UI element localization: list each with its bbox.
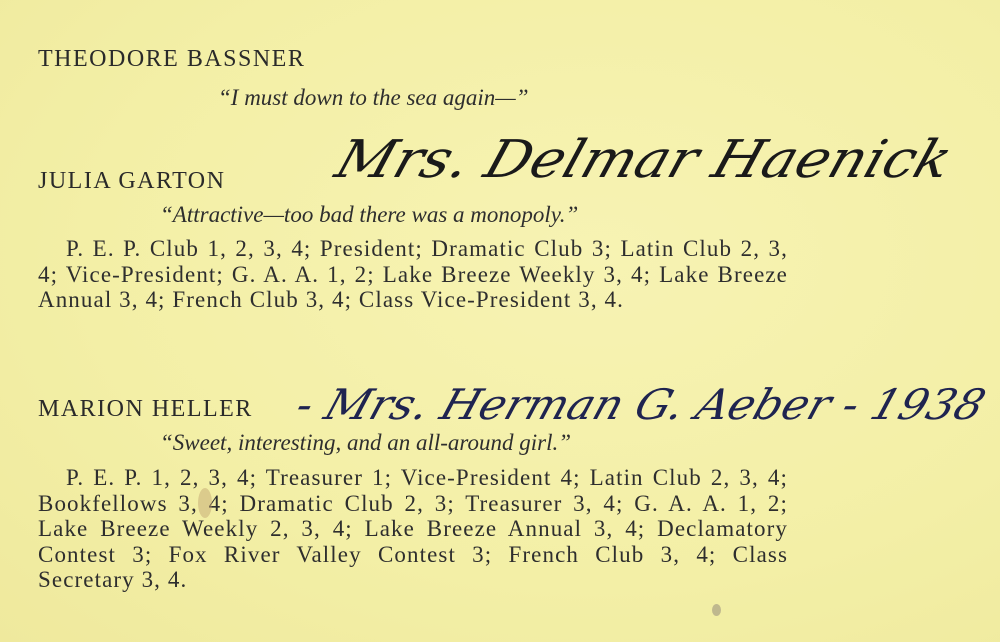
entry-3-name: MARION HELLER xyxy=(38,396,253,422)
paper-spot xyxy=(712,604,721,616)
entry-1-quote: “I must down to the sea again—” xyxy=(218,85,529,110)
entry-2-name: JULIA GARTON xyxy=(38,168,226,194)
entry-3-handwritten-signature: - Mrs. Herman G. Aeber - 1938 xyxy=(290,380,992,429)
entry-2-handwritten-signature: Mrs. Delmar Haenick xyxy=(328,130,960,190)
entry-2-activities: P. E. P. Club 1, 2, 3, 4; President; Dramatic Club 3; Latin Club 2, 3, 4; Vice-President; G. A. A. 1, 2; Lake Breeze Weekly 3, 4; Lake Breeze Annual 3, 4; French Club 3, 4; Class Vice-President 3, 4. xyxy=(38,236,788,312)
entry-3-quote: “Sweet, interesting, and an all-around girl.” xyxy=(160,430,572,455)
entry-2-quote: “Attractive—too bad there was a monopoly.” xyxy=(160,202,579,227)
entry-1-name: THEODORE BASSNER xyxy=(38,46,306,72)
entry-3-activities: P. E. P. 1, 2, 3, 4; Treasurer 1; Vice-President 4; Latin Club 2, 3, 4; Bookfellows 3, 4; Dramatic Club 2, 3; Treasurer 3, 4; G. A. A. 1, 2; Lake Breeze Weekly 2, 3, 4; Lake Breeze Annual 3, 4; Declamatory Contest 3; Fox River Valley Contest 3; French Club 3, 4; Class Secretary 3, 4. xyxy=(38,465,788,592)
paper-stain xyxy=(198,488,212,518)
